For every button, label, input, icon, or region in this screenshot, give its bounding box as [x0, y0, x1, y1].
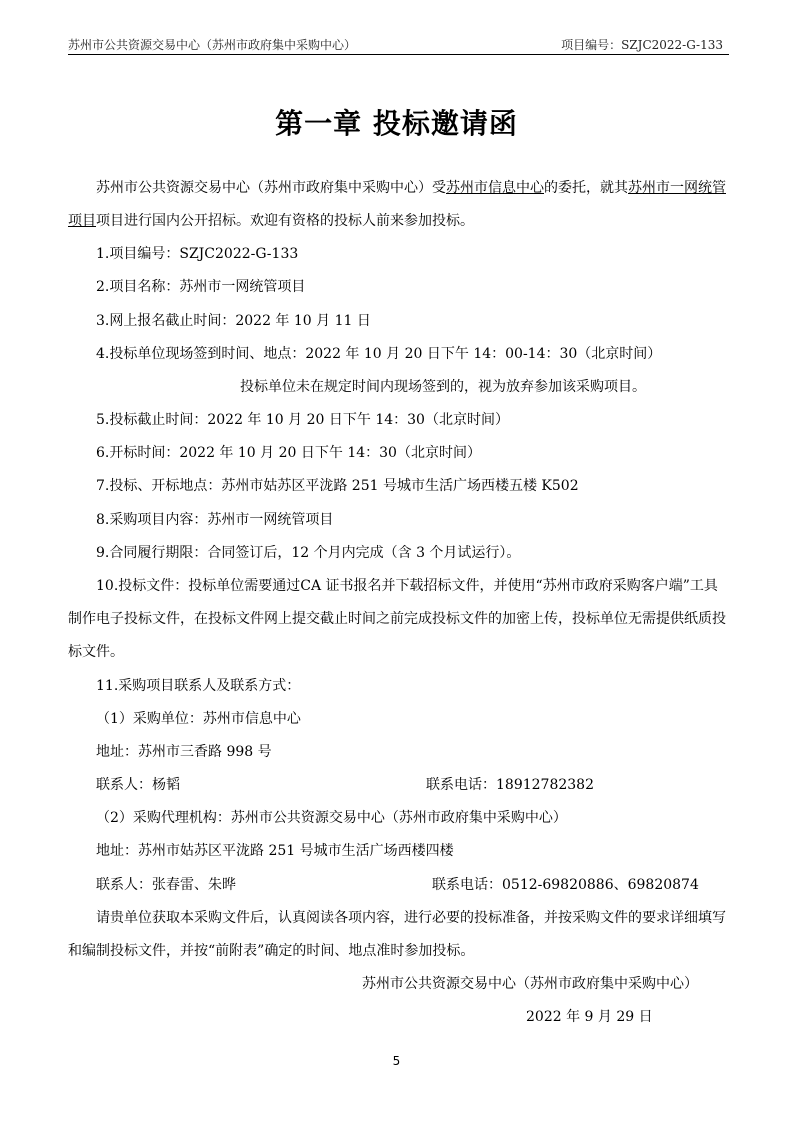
item-8: 8.采购项目内容：苏州市一网统管项目 — [96, 512, 334, 528]
contact2-address: 地址：苏州市姑苏区平泷路 251 号城市生活广场西楼四楼 — [96, 843, 454, 859]
signature-date: 2022 年 9 月 29 日 — [526, 1009, 653, 1025]
item-5: 5.投标截止时间：2022 年 10 月 20 日下午 14：30（北京时间） — [96, 412, 509, 428]
item-9: 9.合同履行期限：合同签订后，12 个月内完成（含 3 个月试运行）。 — [96, 545, 521, 561]
item-4: 4.投标单位现场签到时间、地点：2022 年 10 月 20 日下午 14：00-14：30（北京时间） — [96, 346, 662, 362]
client-name: 苏州市信息中心 — [446, 180, 544, 196]
item-1: 1.项目编号：SZJC2022-G-133 — [96, 246, 299, 262]
item-10-line-1: 10.投标文件：投标单位需要通过CA 证书报名并下载招标文件，并使用“苏州市政府采购客户端”工具 — [96, 578, 718, 594]
item-3: 3.网上报名截止时间：2022 年 10 月 11 日 — [96, 313, 371, 329]
item-2: 2.项目名称：苏州市一网统管项目 — [96, 279, 306, 295]
contact1-phone: 联系电话：18912782382 — [426, 777, 594, 793]
item-6: 6.开标时间：2022 年 10 月 20 日下午 14：30（北京时间） — [96, 445, 481, 461]
project-name-part1: 苏州市一网统管 — [628, 180, 726, 196]
item-10-line-3: 标文件。 — [68, 644, 124, 660]
item-7: 7.投标、开标地点：苏州市姑苏区平泷路 251 号城市生活广场西楼五楼 K502 — [96, 478, 579, 494]
chapter-title: 第一章 投标邀请函 — [275, 107, 518, 140]
closing-line-2: 和编制投标文件，并按“前附表”确定的时间、地点准时参加投标。 — [68, 943, 475, 959]
contact2-unit: （2）采购代理机构：苏州市公共资源交易中心（苏州市政府集中采购中心） — [96, 810, 567, 826]
header-project-no: 项目编号：SZJC2022-G-133 — [561, 38, 723, 52]
item-11: 11.采购项目联系人及联系方式： — [96, 678, 301, 694]
contact1-unit: （1）采购单位：苏州市信息中心 — [96, 711, 301, 727]
item-10-line-2: 制作电子投标文件，在投标文件网上提交截止时间之前完成投标文件的加密上传，投标单位无需提供纸质投 — [68, 611, 726, 627]
item-4-note: 投标单位未在规定时间内现场签到的，视为放弃参加该采购项目。 — [240, 379, 646, 395]
contact1-address: 地址：苏州市三香路 998 号 — [96, 744, 272, 760]
contact1-person: 联系人：杨韬 — [96, 777, 180, 793]
closing-line-1: 请贵单位获取本采购文件后，认真阅读各项内容，进行必要的投标准备，并按采购文件的要求详细填写 — [96, 910, 726, 926]
page-number: 5 — [392, 1054, 401, 1068]
intro-line-2: 项目项目进行国内公开招标。欢迎有资格的投标人前来参加投标。 — [68, 213, 474, 229]
project-name-part2: 项目 — [68, 213, 96, 229]
header-org: 苏州市公共资源交易中心（苏州市政府集中采购中心） — [68, 38, 357, 52]
page-header — [68, 36, 729, 55]
signature-org: 苏州市公共资源交易中心（苏州市政府集中采购中心） — [362, 976, 698, 992]
intro-line-1: 苏州市公共资源交易中心（苏州市政府集中采购中心）受苏州市信息中心的委托，就其苏州市一网统管 — [96, 180, 726, 196]
contact2-phone: 联系电话：0512-69820886、69820874 — [432, 877, 699, 893]
contact2-person: 联系人：张春雷、朱晔 — [96, 877, 236, 893]
